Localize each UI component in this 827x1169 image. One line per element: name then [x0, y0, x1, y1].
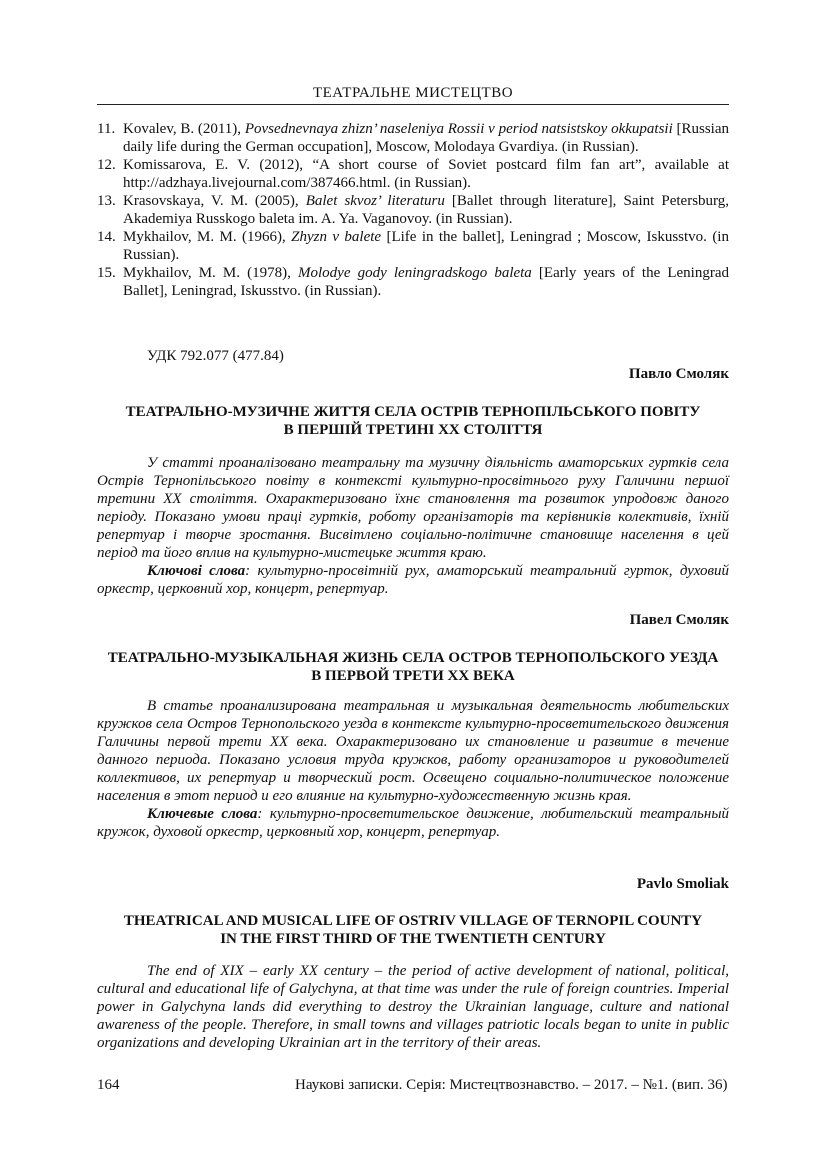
reference-text: [123, 156, 729, 192]
reference-suffix: [Russian daily life during the German occupation], Moscow, Molodaya Gvardiya. (in Russian).: [123, 121, 730, 155]
reference-text: [123, 228, 729, 264]
abstract-ua: [97, 454, 729, 598]
reference-number: 15.: [97, 265, 116, 281]
reference-number: 13.: [97, 193, 116, 209]
running-header: ТЕАТРАЛЬНЕ МИСТЕЦТВО: [312, 85, 514, 101]
reference-prefix: Mykhailov, M. M. (1966),: [123, 229, 292, 245]
keywords-text: : культурно-просвітній рух, аматорський театральний гурток, духовий оркестр, церковний хор, концерт, репертуар.: [97, 563, 729, 597]
title-ua: [97, 403, 729, 439]
header-rule: [97, 104, 729, 105]
keywords: [97, 562, 729, 598]
udk-code: УДК 792.077 (477.84): [147, 348, 284, 364]
reference-item: [97, 120, 729, 156]
abstract-text: В статье проанализирована театральная и музыкальная деятельность любительских кружков села Остров Тернопольского уезда в контексте культурно-просветительского движения Галичины первой трети ХХ века. Охарактеризовано их становление и развитие в течение данного периода. Показано условия труда кружков, работу организаторов и руководителей коллективов, их репертуар и творческий рост. Освещено социально-политическое положение населения в этот период и его влияние на культурно-художественную жизнь края.: [97, 698, 729, 804]
abstract-ru: [97, 697, 729, 841]
reference-suffix: [Ballet through literature], Saint Petersburg, Akademiya Russkogo baleta im. A. Ya. Vaganovoy. (in Russian).: [123, 193, 730, 227]
author-ua: Павло Смоляк: [628, 366, 729, 382]
keywords-text: : культурно-просветительское движение, любительский театральный кружок, духовой оркестр, церковный хор, концерт, репертуар.: [97, 806, 729, 840]
reference-suffix: [Life in the ballet], Leningrad ; Moscow, Iskusstvo. (in Russian).: [123, 229, 729, 263]
author-ru: Павел Смоляк: [629, 612, 729, 628]
journal-citation: Наукові записки. Серія: Мистецтвознавство. – 2017. – №1. (вип. 36): [295, 1077, 728, 1093]
reference-number: 14.: [97, 229, 116, 245]
title-line: IN THE FIRST THIRD OF THE TWENTIETH CENTURY: [220, 931, 606, 947]
title-line: THEATRICAL AND MUSICAL LIFE OF OSTRIV VILLAGE OF TERNOPIL COUNTY: [123, 913, 703, 929]
reference-text: [123, 264, 729, 300]
keywords: [97, 805, 729, 841]
reference-title: Zhyzn v balete: [291, 229, 382, 245]
keywords-label: Ключові слова: [147, 563, 246, 579]
reference-list: [97, 120, 729, 300]
reference-prefix: Komissarova, E. V. (2012), “A short course of Soviet postcard film fan art”, available at http://adzhaya.livejournal.com/387466.html. (in Russian).: [123, 157, 729, 191]
reference-suffix: [Early years of the Leningrad Ballet], Leningrad, Iskusstvo. (in Russian).: [123, 265, 729, 299]
title-line: В ПЕРШІЙ ТРЕТИНІ ХХ СТОЛІТТЯ: [283, 422, 543, 438]
reference-text: [123, 192, 729, 228]
title-line: В ПЕРВОЙ ТРЕТИ ХХ ВЕКА: [311, 668, 515, 684]
title-en: [97, 912, 729, 948]
abstract-text: The end of XIX – early XX century – the period of active development of national, political, cultural and educational life of Galychyna, at that time was under the rule of foreign countries. Imperial power in Galychyna lands did everything to destroy the Ukrainian language, culture and national awareness of the people. Therefore, in small towns and villages patriotic locals began to unite in public organizations and developing Ukrainian art in the territory of their areas.: [97, 963, 729, 1051]
title-line: ТЕАТРАЛЬНО-МУЗЫКАЛЬНАЯ ЖИЗНЬ СЕЛА ОСТРОВ ТЕРНОПОЛЬСКОГО УЕЗДА: [107, 650, 719, 666]
reference-item: [97, 156, 729, 192]
author-en: Pavlo Smoliak: [636, 876, 729, 892]
reference-prefix: Mykhailov, M. M. (1978),: [123, 265, 298, 281]
reference-text: [123, 120, 729, 156]
reference-prefix: Krasovskaya, V. M. (2005),: [123, 193, 306, 209]
page-number: 164: [97, 1077, 120, 1093]
reference-title: Povsednevnaya zhizn’ naseleniya Rossii v period natsistskoy okkupatsii: [244, 121, 673, 137]
reference-item: [97, 264, 729, 300]
reference-number: 12.: [97, 157, 116, 173]
reference-title: Molodye gody leningradskogo baleta: [298, 265, 532, 281]
abstract-text: У статті проаналізовано театральну та музичну діяльність аматорських гуртків села Острів Тернопільського повіту в контексті культурно-просвітнього руху Галичини першої третини ХХ століття. Охарактеризовано їхнє становлення та розвиток упродовж даного періоду. Показано умови праці гуртків, роботу організаторів та керівників колективів, їхній репертуар і творче зростання. Висвітлено соціально-політичне становище населення в цей період та його вплив на культурно-мистецьке життя краю.: [97, 455, 729, 561]
keywords-label: Ключевые слова: [147, 806, 258, 822]
title-ru: [97, 649, 729, 685]
abstract-en: [97, 962, 729, 1052]
reference-title: Balet skvoz’ literaturu: [305, 193, 445, 209]
reference-item: [97, 228, 729, 264]
reference-prefix: Kovalev, B. (2011),: [123, 121, 245, 137]
reference-item: [97, 192, 729, 228]
title-line: ТЕАТРАЛЬНО-МУЗИЧНЕ ЖИТТЯ СЕЛА ОСТРІВ ТЕРНОПІЛЬСЬКОГО ПОВІТУ: [125, 404, 701, 420]
reference-number: 11.: [97, 121, 116, 137]
